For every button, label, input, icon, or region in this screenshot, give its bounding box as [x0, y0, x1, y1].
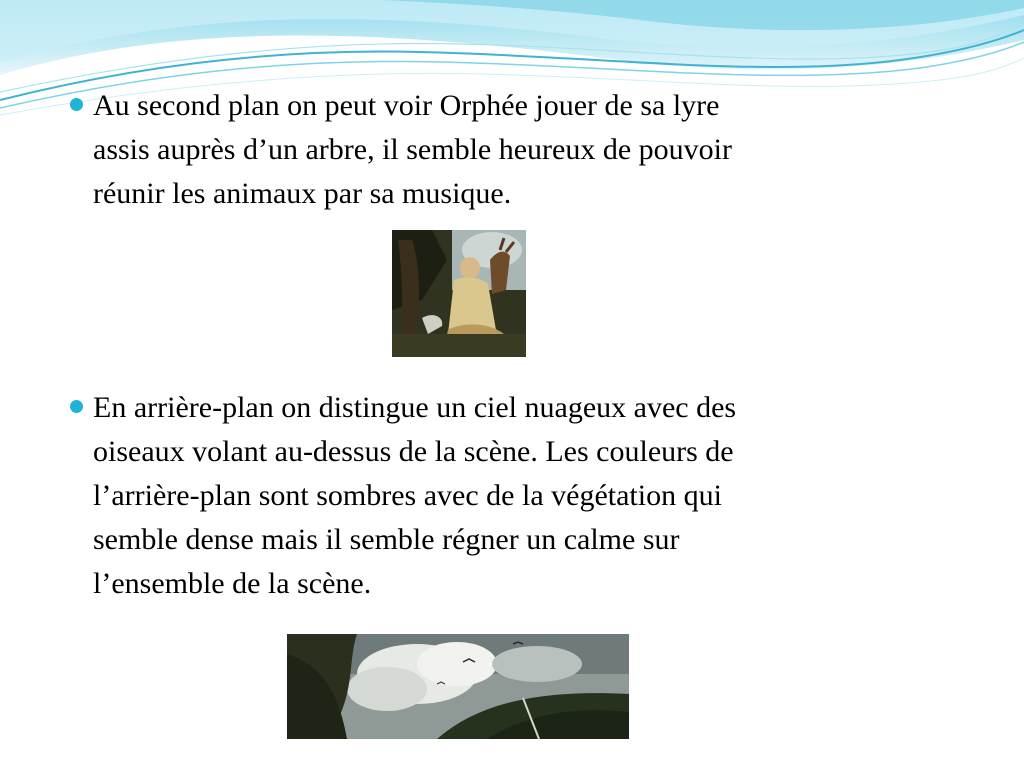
bullet-dot-icon [70, 400, 83, 413]
bullet-item-1 [70, 84, 970, 216]
bullet-text: Au second plan on peut voir Orphée jouer de sa lyre assis auprès d’un arbre, il semble heureux de pouvoir réunir les animaux par sa musique. [93, 89, 732, 210]
painting-orpheus-detail [392, 230, 526, 357]
bullet-item-2 [70, 386, 970, 606]
painting-landscape-detail [287, 634, 629, 739]
bullet-text: En arrière-plan on distingue un ciel nuageux avec des oiseaux volant au-dessus de la scène. Les couleurs de l’arrière-plan sont sombres avec de la végétation qui semble dense mais il semble régner un calme sur l’ensemble de la scène. [93, 391, 737, 600]
bullet-dot-icon [70, 98, 83, 111]
